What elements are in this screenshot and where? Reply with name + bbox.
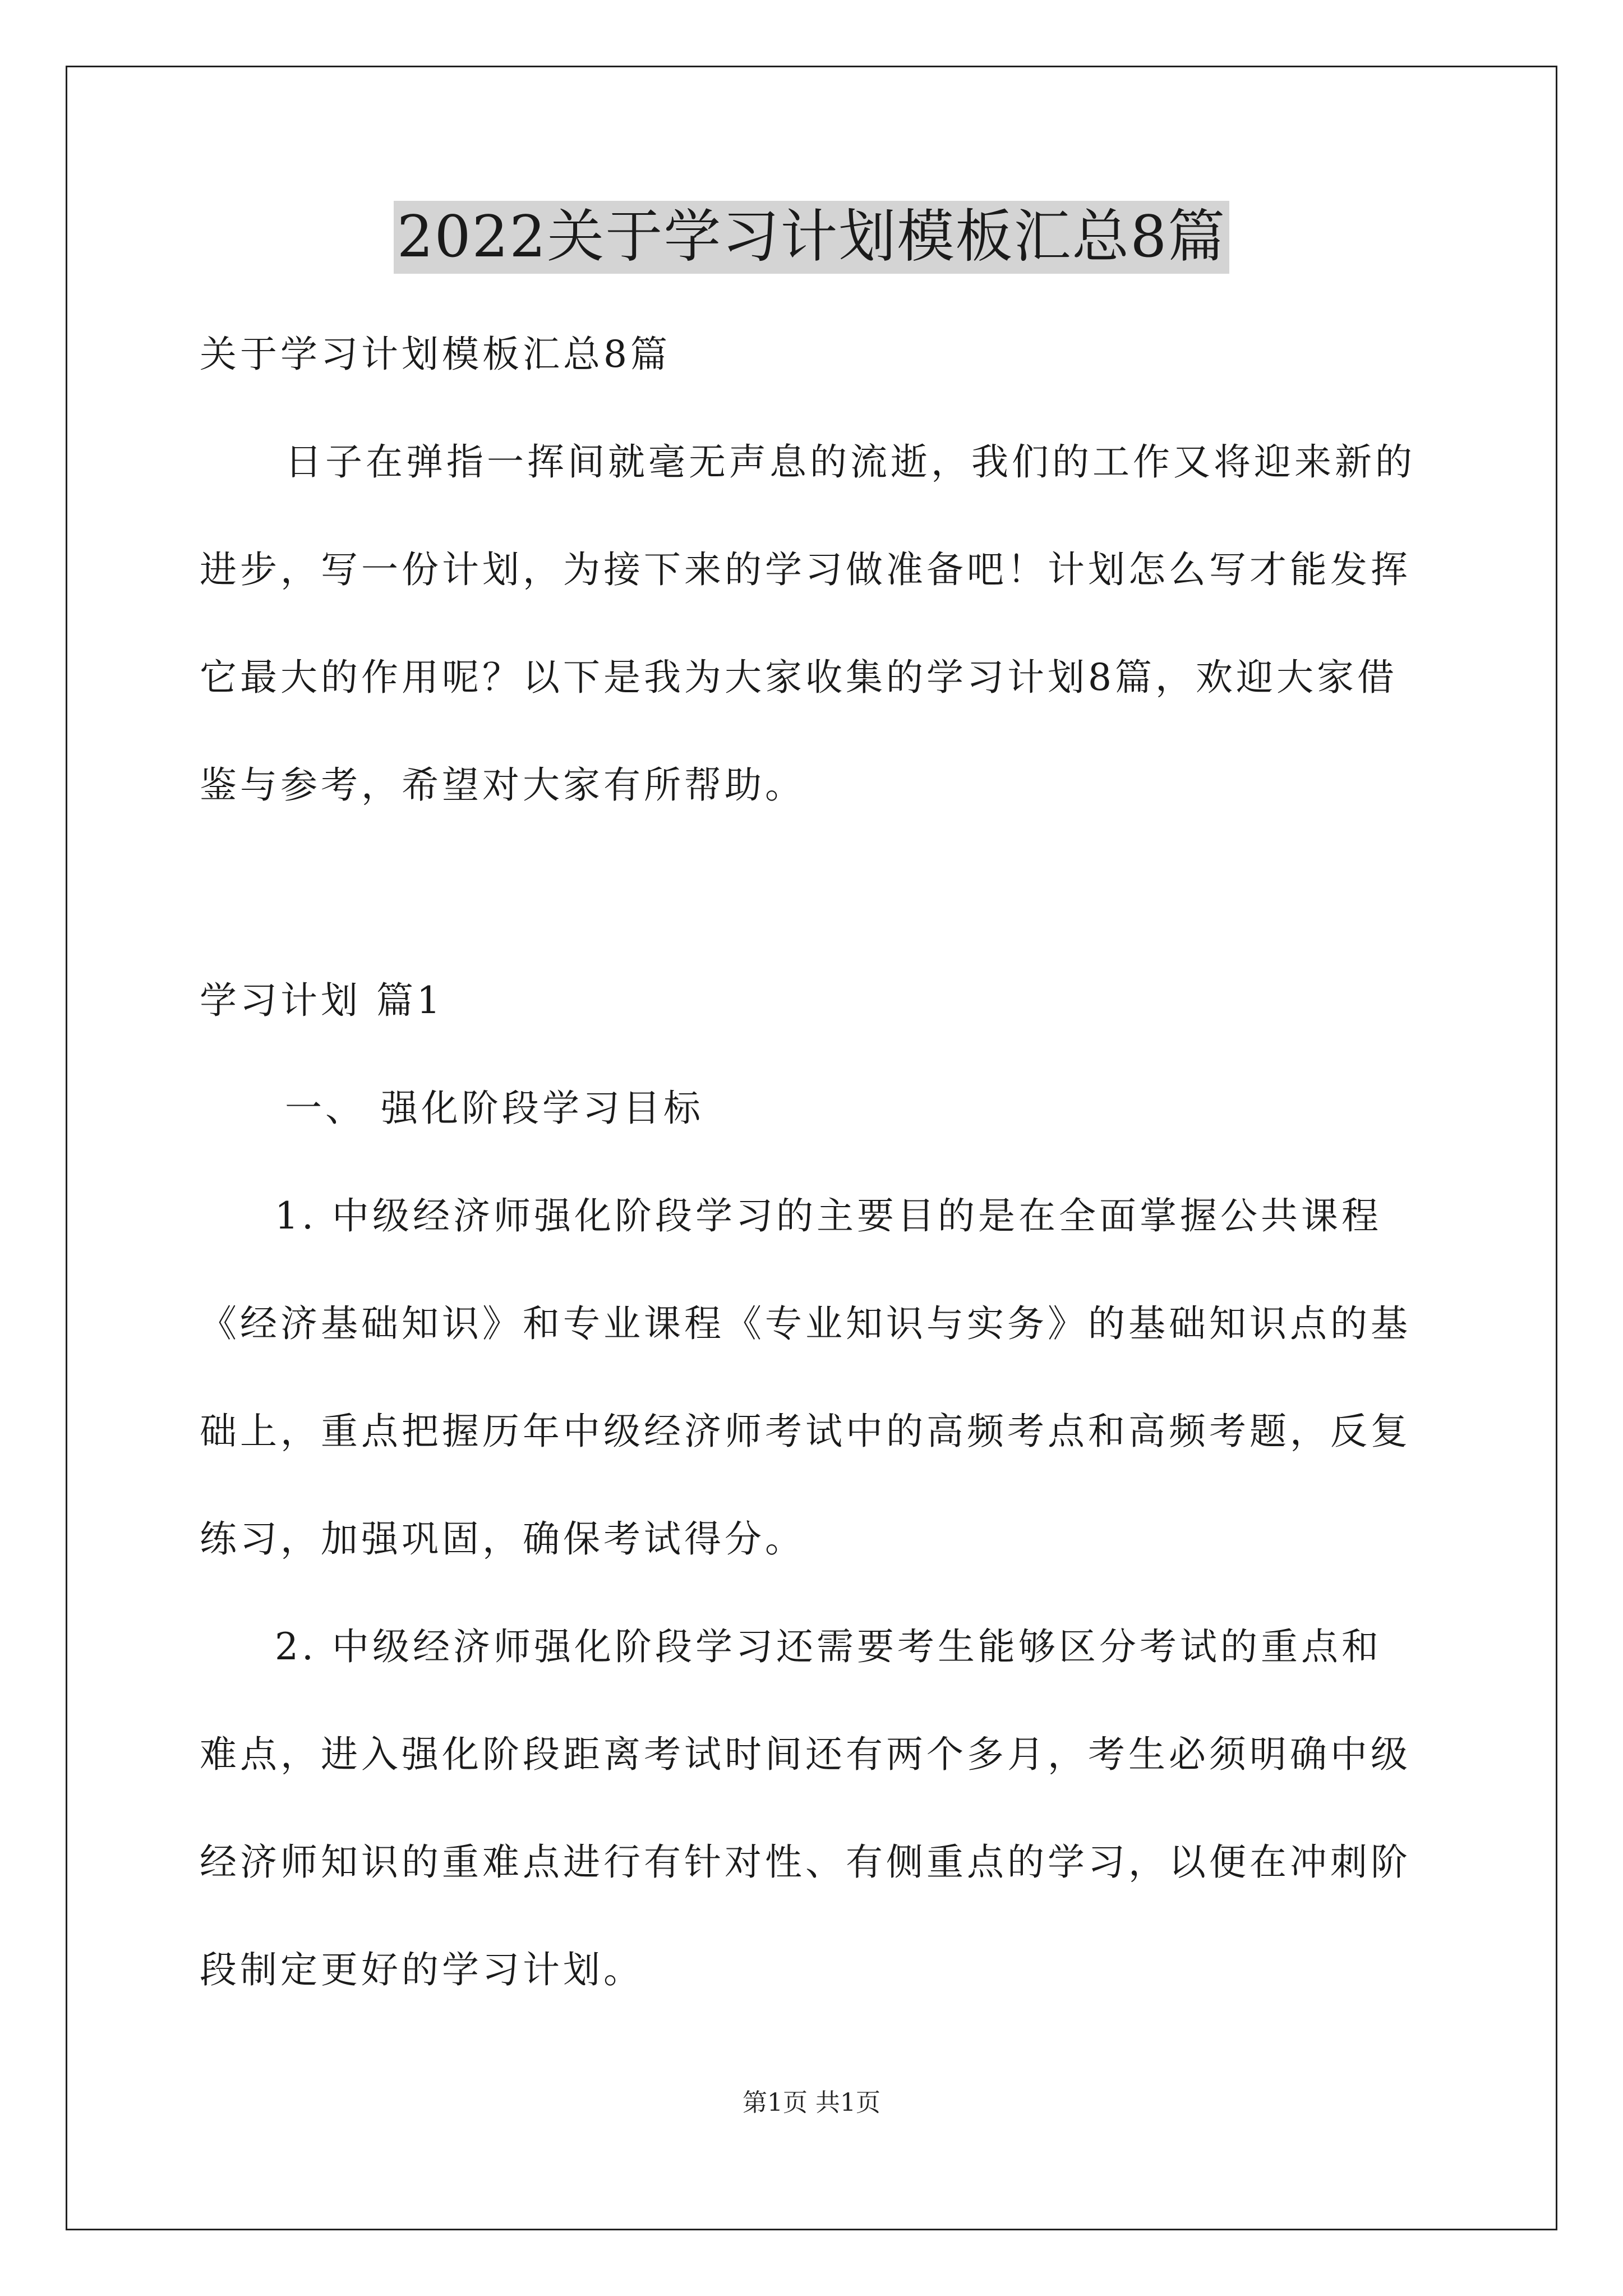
point2-line-2: 难点，进入强化阶段距离考试时间还有两个多月，考生必须明确中级 (200, 1733, 1411, 1776)
intro-line-4: 鉴与参考，希望对大家有所帮助。 (200, 763, 805, 807)
point2-line-1: 2. 中级经济师强化阶段学习还需要考生能够区分考试的重点和 (275, 1625, 1382, 1668)
intro-line-2: 进步，写一份计划，为接下来的学习做准备吧！计划怎么写才能发挥 (200, 548, 1411, 591)
intro-line-3: 它最大的作用呢？以下是我为大家收集的学习计划8篇，欢迎大家借 (200, 656, 1398, 699)
point1-line-1: 1. 中级经济师强化阶段学习的主要目的是在全面掌握公共课程 (275, 1194, 1382, 1237)
document-title: 2022关于学习计划模板汇总8篇 (394, 201, 1229, 274)
title-container (0, 201, 1623, 274)
point2-line-3: 经济师知识的重难点进行有针对性、有侧重点的学习，以便在冲刺阶 (200, 1841, 1411, 1884)
subheading: 一、 强化阶段学习目标 (285, 1087, 704, 1130)
document-subtitle: 关于学习计划模板汇总8篇 (200, 333, 671, 376)
page-footer: 第1页 共1页 (743, 2088, 880, 2117)
point1-line-2: 《经济基础知识》和专业课程《专业知识与实务》的基础知识点的基 (200, 1302, 1411, 1345)
page-border (66, 66, 1557, 2230)
point2-line-4: 段制定更好的学习计划。 (200, 1948, 644, 1991)
point1-line-3: 础上，重点把握历年中级经济师考试中的高频考点和高频考题，反复 (200, 1410, 1411, 1453)
point1-line-4: 练习，加强巩固，确保考试得分。 (200, 1517, 805, 1561)
intro-line-1: 日子在弹指一挥间就毫无声息的流逝，我们的工作又将迎来新的 (285, 440, 1415, 484)
section-heading: 学习计划 篇1 (200, 979, 444, 1022)
